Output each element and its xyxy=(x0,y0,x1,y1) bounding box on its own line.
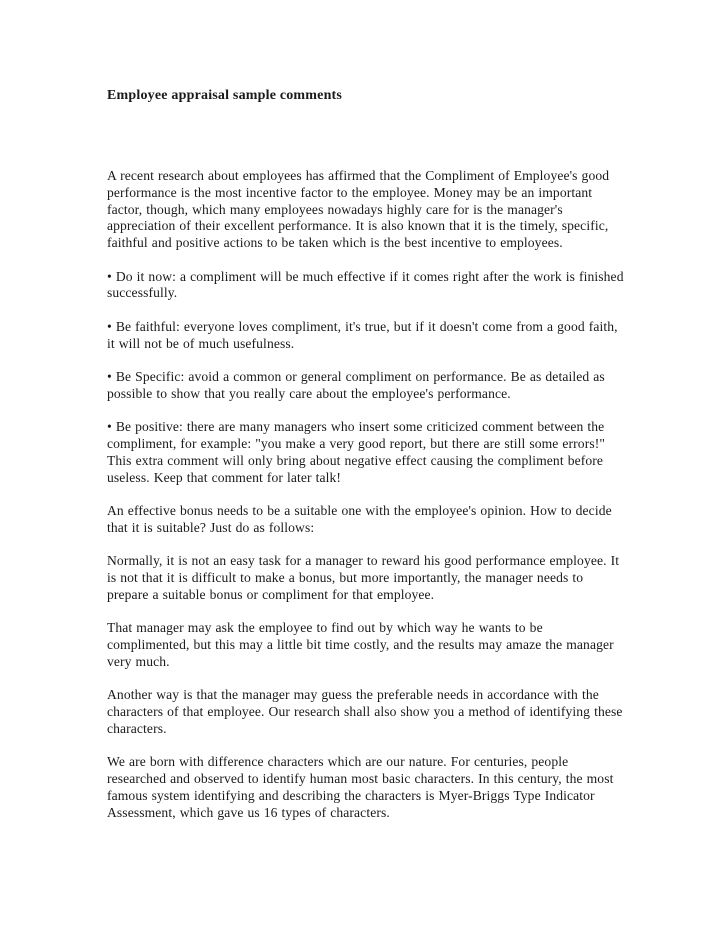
bullet-do-it-now: • Do it now: a compliment will be much effective if it comes right after the work is finished successfully. xyxy=(107,268,624,301)
paragraph-guess-characters: Another way is that the manager may guess the preferable needs in accordance with the characters of that employee. Our research shall also show you a method of identifying these characters. xyxy=(107,687,623,736)
document-title: Employee appraisal sample comments xyxy=(107,88,343,103)
document-body xyxy=(107,168,627,821)
paragraph-effective-bonus: An effective bonus needs to be a suitable one with the employee's opinion. How to decide that it is suitable? Just do as follows: xyxy=(107,503,612,535)
paragraph-myer-briggs: We are born with difference characters which are our nature. For centuries, people researched and observed to identify human most basic characters. In this century, the most famous system identifying and describing the characters is Myer-Briggs Type Indicator Assessment, which gave us 16 types of characters. xyxy=(107,754,614,820)
bullet-be-specific: • Be Specific: avoid a common or general compliment on performance. Be as detailed as possible to show that you really care about the employee's performance. xyxy=(107,369,605,401)
paragraph-ask-employee: That manager may ask the employee to find out by which way he wants to be complimented, but this may a little bit time costly, and the results may amaze the manager very much. xyxy=(107,620,614,669)
bullet-be-positive: • Be positive: there are many managers who insert some criticized comment between the compliment, for example: "you make a very good report, but there are still some errors!" This extra comment will only bring about negative effect causing the compliment before useless. Keep that comment for later talk! xyxy=(107,419,605,485)
paragraph-reward-task: Normally, it is not an easy task for a manager to reward his good performance employee. It is not that it is difficult to make a bonus, but more importantly, the manager needs to prepare a suitable bonus or compliment for that employee. xyxy=(107,553,620,602)
paragraph-intro: A recent research about employees has affirmed that the Compliment of Employee's good performance is the most incentive factor to the employee. Money may be an important factor, though, which many employees nowadays highly care for is the manager's appreciation of their excellent performance. It is also known that it is the timely, specific, faithful and positive actions to be taken which is the best incentive to employees. xyxy=(107,168,610,250)
bullet-be-faithful: • Be faithful: everyone loves compliment, it's true, but if it doesn't come from a good faith, it will not be of much usefulness. xyxy=(107,318,618,351)
